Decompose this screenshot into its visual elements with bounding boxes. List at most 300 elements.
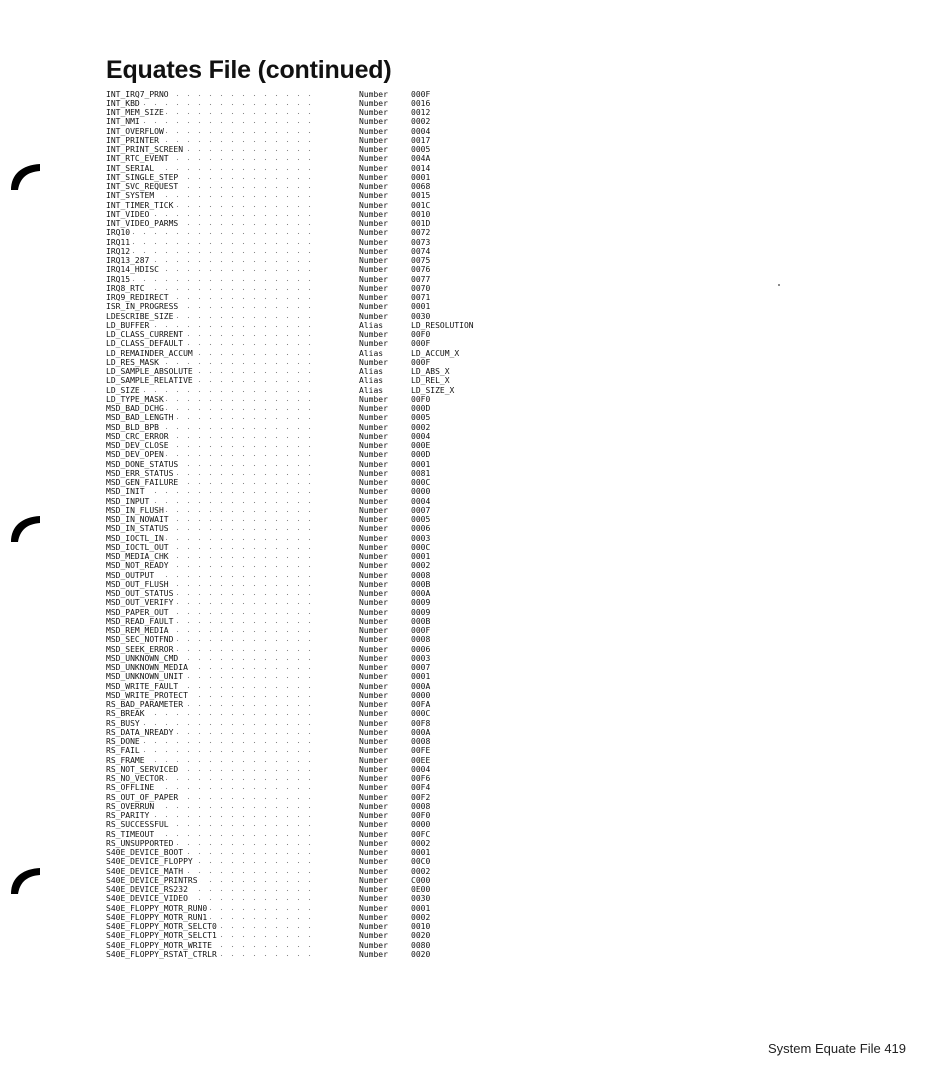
equate-row — [106, 487, 526, 496]
equate-row — [106, 265, 526, 274]
equate-name — [106, 395, 311, 404]
equate-name — [106, 728, 311, 737]
equate-value: 0020 — [411, 949, 431, 959]
equate-row — [106, 497, 526, 506]
equate-value: 0001 — [411, 302, 431, 312]
equate-row — [106, 423, 526, 432]
equate-row — [106, 404, 526, 413]
equate-row — [106, 783, 526, 792]
equate-row — [106, 904, 526, 913]
equate-type: Number — [359, 450, 388, 460]
equate-row — [106, 746, 526, 755]
equate-name-text: RS_DONE — [106, 737, 140, 746]
equate-name — [106, 811, 311, 820]
equate-value: 0001 — [411, 552, 431, 561]
equate-row — [106, 478, 526, 487]
equate-type: Number — [359, 487, 388, 497]
equate-type: Number — [359, 552, 388, 561]
equate-name — [106, 867, 311, 876]
equate-row — [106, 885, 526, 894]
equate-type: Number — [359, 894, 388, 904]
equate-row — [106, 682, 526, 691]
equate-row — [106, 543, 526, 552]
equate-type: Number — [359, 727, 388, 737]
equate-name-text: INT_VIDEO — [106, 209, 150, 219]
equate-row — [106, 765, 526, 774]
equate-name — [106, 164, 311, 173]
equate-row — [106, 867, 526, 876]
equate-row — [106, 589, 526, 598]
equate-row — [106, 367, 526, 376]
equate-name — [106, 256, 311, 265]
equate-name — [106, 117, 311, 126]
equate-row — [106, 302, 526, 311]
equate-name — [106, 894, 311, 903]
equate-row — [106, 830, 526, 839]
equate-name — [106, 99, 311, 108]
equate-name — [106, 719, 311, 728]
equate-type: Number — [359, 311, 388, 321]
equate-name-text: MSD_GEN_FAILURE — [106, 478, 179, 487]
equate-value: 00F6 — [411, 774, 431, 783]
equate-name-text: S40E_DEVICE_VIDEO — [106, 894, 188, 904]
equate-row — [106, 913, 526, 922]
equate-type: Alias — [359, 320, 384, 330]
equate-type: Number — [359, 718, 388, 728]
equate-name-text: LD_RES_MASK — [106, 357, 159, 367]
equate-name-text: MSD_BAD_DCHG — [106, 404, 164, 413]
equate-name-text: RS_UNSUPPORTED — [106, 838, 174, 848]
equate-name — [106, 228, 311, 237]
equate-name — [106, 108, 311, 117]
equate-row — [106, 506, 526, 515]
equate-name — [106, 876, 311, 885]
equate-name — [106, 413, 311, 422]
equate-value: 00FA — [411, 700, 431, 709]
equate-name — [106, 247, 311, 256]
equate-value: 0077 — [411, 274, 431, 284]
equate-value: 0004 — [411, 496, 431, 506]
equate-value: 00F2 — [411, 792, 431, 802]
equate-type: Number — [359, 792, 388, 802]
equate-value: 00F0 — [411, 394, 431, 404]
equate-row — [106, 617, 526, 626]
equate-value: 0008 — [411, 635, 431, 645]
equate-value: 0002 — [411, 866, 431, 876]
equate-type: Alias — [359, 367, 384, 376]
equate-name-text: INT_OVERFLOW — [106, 126, 164, 136]
equate-name-text: LD_TYPE_MASK — [106, 394, 164, 404]
equate-value: LD_REL_X — [411, 376, 450, 386]
equate-value: 0003 — [411, 533, 431, 543]
equate-name — [106, 358, 311, 367]
equate-name-text: MSD_READ_FAULT — [106, 616, 174, 626]
equate-row — [106, 349, 526, 358]
equate-row — [106, 164, 526, 173]
equate-type: Number — [359, 135, 388, 145]
equate-type: Number — [359, 422, 388, 432]
equate-row — [106, 802, 526, 811]
equate-name — [106, 783, 311, 792]
equate-type: Alias — [359, 385, 384, 395]
equate-type: Number — [359, 431, 388, 441]
equate-name-text: IRQ15 — [106, 274, 131, 284]
equate-name — [106, 201, 311, 210]
equate-name-text: INT_KBD — [106, 98, 140, 108]
equate-value: 0000 — [411, 487, 431, 497]
equate-type: Number — [359, 626, 388, 635]
equate-name-text: LD_BUFFER — [106, 320, 150, 330]
equate-type: Number — [359, 394, 388, 404]
equate-name-text: IRQ8_RTC — [106, 283, 145, 293]
equate-name — [106, 302, 311, 311]
equate-name-text: MSD_INIT — [106, 487, 145, 497]
equate-type: Number — [359, 829, 388, 839]
equate-name — [106, 349, 311, 358]
equate-type: Number — [359, 200, 388, 210]
equate-name-text: IRQ13_287 — [106, 256, 150, 265]
equate-type: Alias — [359, 376, 384, 386]
equate-row — [106, 182, 526, 191]
equate-row — [106, 793, 526, 802]
equate-type: Number — [359, 866, 388, 876]
equate-row — [106, 515, 526, 524]
equate-name — [106, 265, 311, 274]
equate-value: 0008 — [411, 737, 431, 746]
equate-name — [106, 506, 311, 515]
equate-type: Number — [359, 357, 388, 367]
equate-name-text: ISR_IN_PROGRESS — [106, 302, 179, 312]
equate-type: Number — [359, 672, 388, 682]
equate-value: 001D — [411, 219, 431, 228]
stray-dot — [778, 284, 780, 286]
equate-value: 00F0 — [411, 330, 431, 339]
equate-type: Number — [359, 579, 388, 589]
equate-value: LD_ACCUM_X — [411, 348, 460, 358]
equate-name-text: MSD_BLD_BPB — [106, 422, 159, 432]
equate-type: Number — [359, 330, 388, 339]
equate-row — [106, 691, 526, 700]
equate-name-text: S40E_FLOPPY_MOTR_SELCT1 — [106, 931, 217, 941]
equate-value: 0008 — [411, 801, 431, 811]
equate-value: 000F — [411, 357, 431, 367]
equate-type: Number — [359, 154, 388, 164]
equate-value: 0E00 — [411, 885, 431, 894]
equate-name-text: INT_SVC_REQUEST — [106, 182, 179, 191]
equate-type: Number — [359, 589, 388, 598]
equate-name-text: RS_OFFLINE — [106, 783, 155, 793]
equate-row — [106, 330, 526, 339]
equate-name-text: MSD_SEC_NOTFND — [106, 635, 174, 645]
equate-name-text: MSD_REM_MEDIA — [106, 626, 169, 635]
equate-row — [106, 950, 526, 959]
equate-type: Number — [359, 700, 388, 709]
equate-type: Number — [359, 598, 388, 608]
equate-type: Number — [359, 709, 388, 719]
equate-type: Number — [359, 256, 388, 265]
equate-type: Number — [359, 515, 388, 524]
equate-row — [106, 228, 526, 237]
equate-name-text: IRQ11 — [106, 237, 131, 247]
equate-type: Number — [359, 505, 388, 515]
equate-type: Number — [359, 931, 388, 941]
equate-type: Number — [359, 801, 388, 811]
equate-row — [106, 136, 526, 145]
equate-name-text: MSD_UNKNOWN_CMD — [106, 653, 179, 663]
equate-type: Number — [359, 820, 388, 830]
equate-value: 0006 — [411, 524, 431, 534]
equate-value: 0001 — [411, 459, 431, 469]
equate-name-text: RS_NOT_SERVICED — [106, 764, 179, 774]
equate-type: Number — [359, 663, 388, 672]
equate-row — [106, 90, 526, 99]
equate-value: 0007 — [411, 505, 431, 515]
equate-name-text: LD_SAMPLE_RELATIVE — [106, 376, 193, 386]
equate-name — [106, 524, 311, 533]
equate-row — [106, 247, 526, 256]
equate-type: Number — [359, 89, 388, 99]
equate-row — [106, 654, 526, 663]
equate-name-text: INT_NMI — [106, 117, 140, 127]
equate-type: Number — [359, 764, 388, 774]
equate-value: 0010 — [411, 922, 431, 931]
equate-type: Number — [359, 737, 388, 746]
equate-name — [106, 219, 311, 228]
equate-name — [106, 635, 311, 644]
equate-name-text: RS_OUT_OF_PAPER — [106, 792, 179, 802]
equate-row — [106, 719, 526, 728]
equate-name — [106, 182, 311, 191]
equate-name-text: MSD_IOCTL_OUT — [106, 542, 169, 552]
equate-name — [106, 848, 311, 857]
equate-row — [106, 709, 526, 718]
equate-name-text: S40E_DEVICE_FLOPPY — [106, 857, 193, 867]
equate-name — [106, 497, 311, 506]
equate-name — [106, 571, 311, 580]
equate-name — [106, 672, 311, 681]
equate-name — [106, 136, 311, 145]
equate-type: Number — [359, 302, 388, 312]
equate-type: Number — [359, 607, 388, 617]
equate-name-text: MSD_DEV_CLOSE — [106, 441, 169, 450]
equate-value: 0008 — [411, 570, 431, 580]
equate-value: 0007 — [411, 663, 431, 672]
equate-type: Number — [359, 746, 388, 756]
equate-value: 001C — [411, 200, 431, 210]
equate-row — [106, 201, 526, 210]
equate-row — [106, 876, 526, 885]
equate-name-text: MSD_CRC_ERROR — [106, 431, 169, 441]
equate-name-text: RS_FAIL — [106, 746, 140, 756]
equate-name-text: RS_TIMEOUT — [106, 829, 155, 839]
equate-name — [106, 885, 311, 894]
equate-value: 00F0 — [411, 811, 431, 820]
equate-name-text: MSD_MEDIA_CHK — [106, 552, 169, 561]
equate-row — [106, 820, 526, 829]
equate-name — [106, 561, 311, 570]
equate-name — [106, 515, 311, 524]
equate-type: Number — [359, 182, 388, 191]
equate-row — [106, 99, 526, 108]
equate-value: 00F4 — [411, 783, 431, 793]
equate-name-text: MSD_BAD_LENGTH — [106, 413, 174, 423]
equate-row — [106, 608, 526, 617]
equate-value: 0002 — [411, 912, 431, 922]
equate-row — [106, 219, 526, 228]
equate-value: 0081 — [411, 468, 431, 478]
equate-name-text: S40E_FLOPPY_MOTR_SELCT0 — [106, 922, 217, 931]
equate-name-text: MSD_OUT_FLUSH — [106, 579, 169, 589]
equate-value: C000 — [411, 875, 431, 885]
equate-value: 0030 — [411, 894, 431, 904]
equate-type: Number — [359, 635, 388, 645]
equate-row — [106, 728, 526, 737]
equate-value: 0009 — [411, 607, 431, 617]
equate-name-text: MSD_IN_FLUSH — [106, 505, 164, 515]
equate-row — [106, 432, 526, 441]
equate-type: Number — [359, 468, 388, 478]
equate-type: Number — [359, 191, 388, 201]
equate-type: Number — [359, 496, 388, 506]
equate-type: Number — [359, 441, 388, 450]
equate-type: Number — [359, 570, 388, 580]
equate-type: Number — [359, 98, 388, 108]
equate-row — [106, 774, 526, 783]
equate-name-text: IRQ14_HDISC — [106, 265, 159, 275]
equate-row — [106, 672, 526, 681]
equate-type: Number — [359, 219, 388, 228]
equate-name-text: INT_SINGLE_STEP — [106, 172, 179, 182]
equate-row — [106, 922, 526, 931]
equate-row — [106, 626, 526, 635]
equate-name — [106, 432, 311, 441]
equate-type: Number — [359, 783, 388, 793]
equate-name — [106, 746, 311, 755]
equate-name — [106, 941, 311, 950]
equate-value: 000A — [411, 727, 431, 737]
equate-row — [106, 598, 526, 607]
equate-type: Number — [359, 653, 388, 663]
equate-value: 000A — [411, 589, 431, 598]
equate-value: 0006 — [411, 644, 431, 654]
equate-row — [106, 857, 526, 866]
equate-type: Number — [359, 838, 388, 848]
equate-type: Number — [359, 246, 388, 256]
equate-type: Number — [359, 108, 388, 117]
equate-row — [106, 358, 526, 367]
equate-row — [106, 524, 526, 533]
equate-value: 0002 — [411, 838, 431, 848]
equate-type: Number — [359, 413, 388, 423]
equate-value: 0074 — [411, 246, 431, 256]
equate-name-text: RS_BREAK — [106, 709, 145, 719]
equate-row — [106, 108, 526, 117]
equate-type: Number — [359, 949, 388, 959]
equate-name-text: MSD_UNKNOWN_MEDIA — [106, 663, 188, 672]
equate-name — [106, 154, 311, 163]
equate-row — [106, 191, 526, 200]
equate-name — [106, 145, 311, 154]
equate-name — [106, 404, 311, 413]
equate-name-text: LD_SAMPLE_ABSOLUTE — [106, 367, 193, 376]
equate-value: 000F — [411, 89, 431, 99]
equate-type: Number — [359, 690, 388, 700]
equate-value: 0080 — [411, 940, 431, 950]
equate-type: Number — [359, 274, 388, 284]
equate-row — [106, 460, 526, 469]
equate-name — [106, 913, 311, 922]
equate-value: 00FE — [411, 746, 431, 756]
equate-name-text: MSD_DEV_OPEN — [106, 450, 164, 460]
equate-type: Number — [359, 811, 388, 820]
binder-mark-icon — [8, 512, 42, 546]
equate-name-text: INT_MEM_SIZE — [106, 108, 164, 117]
equate-name — [106, 922, 311, 931]
equate-name-text: S40E_FLOPPY_MOTR_WRITE — [106, 940, 212, 950]
equate-type: Number — [359, 478, 388, 487]
equate-value: 0001 — [411, 172, 431, 182]
equate-value: 0076 — [411, 265, 431, 275]
equate-name — [106, 275, 311, 284]
equate-name-text: MSD_OUT_VERIFY — [106, 598, 174, 608]
equate-name — [106, 293, 311, 302]
equate-type: Number — [359, 940, 388, 950]
equate-row — [106, 737, 526, 746]
equate-name — [106, 173, 311, 182]
equate-value: 0004 — [411, 126, 431, 136]
equate-value: 00EE — [411, 755, 431, 765]
equate-name-text: MSD_NOT_READY — [106, 561, 169, 571]
equate-row — [106, 839, 526, 848]
equate-row — [106, 238, 526, 247]
equate-name-text: MSD_OUTPUT — [106, 570, 155, 580]
equate-name-text: LD_REMAINDER_ACCUM — [106, 348, 193, 358]
equate-name — [106, 312, 311, 321]
equate-name-text: INT_PRINTER — [106, 135, 159, 145]
equate-row — [106, 894, 526, 903]
equate-type: Number — [359, 561, 388, 571]
equate-name-text: RS_DATA_NREADY — [106, 727, 174, 737]
equate-value: 0073 — [411, 237, 431, 247]
equate-value: 000A — [411, 681, 431, 691]
equate-name — [106, 441, 311, 450]
equate-value: 000D — [411, 404, 431, 413]
equate-name — [106, 691, 311, 700]
equate-type: Number — [359, 209, 388, 219]
equate-value: 00FC — [411, 829, 431, 839]
equate-row — [106, 117, 526, 126]
equate-type: Number — [359, 903, 388, 913]
equate-row — [106, 811, 526, 820]
equate-name-text: RS_OVERRUN — [106, 801, 155, 811]
binder-mark-icon — [8, 864, 42, 898]
equate-name — [106, 534, 311, 543]
equate-name-text: S40E_DEVICE_RS232 — [106, 885, 188, 894]
equate-value: 0000 — [411, 690, 431, 700]
equate-value: 0075 — [411, 256, 431, 265]
equate-type: Number — [359, 875, 388, 885]
equate-value: 0068 — [411, 182, 431, 191]
equate-name — [106, 191, 311, 200]
equate-row — [106, 386, 526, 395]
equate-name-text: INT_PRINT_SCREEN — [106, 145, 184, 154]
equate-name-text: MSD_UNKNOWN_UNIT — [106, 672, 184, 682]
equate-type: Number — [359, 542, 388, 552]
equate-name-text: INT_SERIAL — [106, 163, 155, 173]
equate-name — [106, 626, 311, 635]
equate-name-text: INT_IRQ7_PRNO — [106, 89, 169, 99]
equate-name — [106, 857, 311, 866]
